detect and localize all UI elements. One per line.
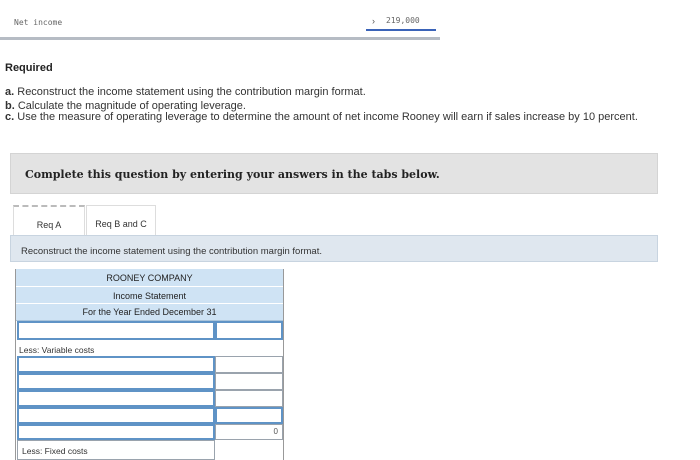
row-label-input[interactable] [17,390,215,407]
tab-req-b-and-c[interactable]: Req B and C [86,205,156,237]
table-row [16,440,283,460]
requirement-text: Use the measure of operating leverage to determine the amount of net income Rooney will earn if sales increase by 10 percent. [17,111,638,123]
tab-content-header [10,235,658,262]
row-label-input[interactable] [17,321,215,340]
instructions-banner [10,153,658,194]
total-value: 0 [273,427,278,436]
net-income-label: Net income [14,18,63,27]
row-label-input[interactable] [17,424,215,440]
tab-instruction: Reconstruct the income statement using the contribution margin format. [21,246,322,257]
variable-costs-label: Less: Variable costs [19,345,95,355]
requirement-a [5,86,366,98]
value-underline [366,29,436,31]
banner-text: Complete this question by entering your answers in the tabs below. [25,168,440,181]
amount-input[interactable] [215,407,283,424]
requirement-letter: b. [5,100,15,112]
statement-period: For the Year Ended December 31 [82,307,217,317]
row-label-input[interactable] [17,407,215,424]
fixed-costs-label: Less: Fixed costs [22,446,88,456]
header-separator [16,303,283,304]
requirement-text: Calculate the magnitude of operating leverage. [17,100,246,112]
chevron-right-icon: › [372,16,375,26]
tab-req-a[interactable]: Req A [13,205,85,237]
table-row [16,356,283,373]
amount-input[interactable] [215,373,283,390]
table-row [16,424,283,440]
section-divider [0,37,440,40]
requirement-c [5,111,638,123]
previous-question-net-income-row [0,0,700,40]
table-row [16,407,283,424]
row-label-input[interactable] [17,373,215,390]
net-income-value: 219,000 [386,16,420,25]
header-separator [16,286,283,287]
requirement-text: Reconstruct the income statement using the contribution margin format. [17,86,366,98]
row-label-input[interactable] [17,356,215,373]
table-row [16,390,283,407]
amount-cell [215,424,283,440]
amount-input[interactable] [215,356,283,373]
statement-header [16,269,283,321]
requirement-letter: c. [5,111,15,123]
income-statement-table [15,269,284,460]
statement-title: Income Statement [112,291,187,301]
company-name: ROONEY COMPANY [106,273,193,283]
required-heading: Required [5,62,53,74]
table-row [16,373,283,390]
requirement-letter: a. [5,86,15,98]
amount-input[interactable] [215,390,283,407]
table-row [16,321,283,340]
amount-input[interactable] [215,321,283,340]
